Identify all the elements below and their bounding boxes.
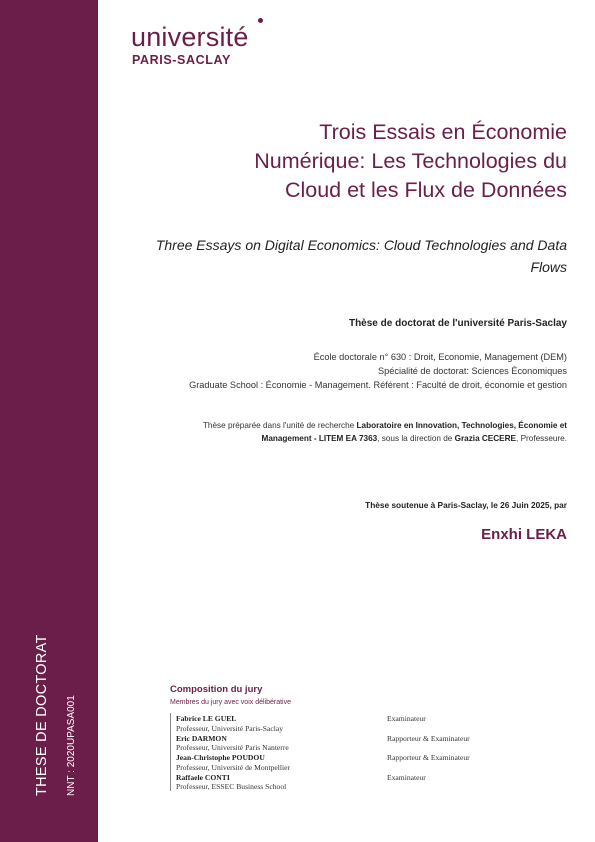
jury-member [176, 773, 536, 793]
nnt-label: NNT : 2020UPASA001 [66, 695, 77, 796]
prep-text-start: Thèse préparée dans l'unité de recherche [202, 421, 357, 430]
jury-member-role: Examinateur [387, 714, 426, 723]
vertical-thesis-label: THESE DE DOCTORAT [34, 634, 50, 796]
university-logo [131, 18, 271, 68]
jury-member-name: Fabrice LE GUEL [176, 714, 237, 723]
defense-statement: Thèse soutenue à Paris-Saclay, le 26 Juin 2025, par [365, 500, 567, 510]
jury-member-role: Rapporteur & Examinateur [387, 753, 470, 762]
jury-subheading: Membres du jury avec voix délibérative [170, 699, 291, 706]
jury-member-affiliation: Professeur, Université de Montpellier [176, 762, 290, 772]
thesis-director: Grazia CECERE [454, 433, 517, 443]
jury-member-name: Raffaele CONTI [176, 772, 230, 782]
author-name: Enxhi LEKA [481, 526, 567, 543]
logo-accent-dot [258, 18, 263, 23]
research-unit: Laboratoire en Innovation, Technologies, Économie et Management - LITEM EA 7363 [261, 421, 567, 443]
preparation-statement [167, 420, 567, 445]
jury-member-affiliation: Professeur, ESSEC Business School [176, 782, 287, 791]
jury-member-role: Rapporteur & Examinateur [387, 733, 470, 743]
prep-text-end: , Professeure. [516, 433, 567, 443]
jury-member-name: Jean-Christophe POUDOU [176, 753, 265, 762]
logo-subtitle: PARIS-SACLAY [132, 53, 231, 67]
thesis-type-label: Thèse de doctorat de l'université Paris-Saclay [348, 318, 567, 329]
thesis-title-english: Three Essays on Digital Economics: Cloud Technologies and Data Flows [155, 237, 567, 275]
logo-wordmark: université [131, 22, 249, 52]
graduate-school-line: Graduate School : Économie - Management. Référent : Faculté de droit, économie et gestion [189, 380, 567, 390]
jury-divider [170, 713, 171, 791]
doctoral-school-block [147, 350, 567, 392]
jury-member-affiliation: Professeur, Université Paris-Saclay [176, 723, 284, 733]
jury-list [176, 714, 536, 792]
jury-member [176, 734, 536, 754]
jury-member-role: Examinateur [387, 772, 426, 782]
sidebar-band [0, 0, 98, 842]
jury-member-name: Eric DARMON [176, 733, 227, 743]
thesis-title-french: Trois Essais en Économie Numérique: Les Technologies du Cloud et les Flux de Données [254, 120, 567, 202]
jury-member-affiliation: Professeur, Université Paris Nanterre [176, 743, 289, 752]
doctoral-school-line: École doctorale n° 630 : Droit, Economie, Management (DEM) [313, 352, 567, 362]
jury-member [176, 753, 536, 773]
jury-heading: Composition du jury [170, 684, 263, 695]
speciality-line: Spécialité de doctorat: Sciences Économiques [378, 366, 567, 376]
jury-member [176, 714, 536, 734]
prep-text-mid: , sous la direction de [377, 433, 455, 443]
